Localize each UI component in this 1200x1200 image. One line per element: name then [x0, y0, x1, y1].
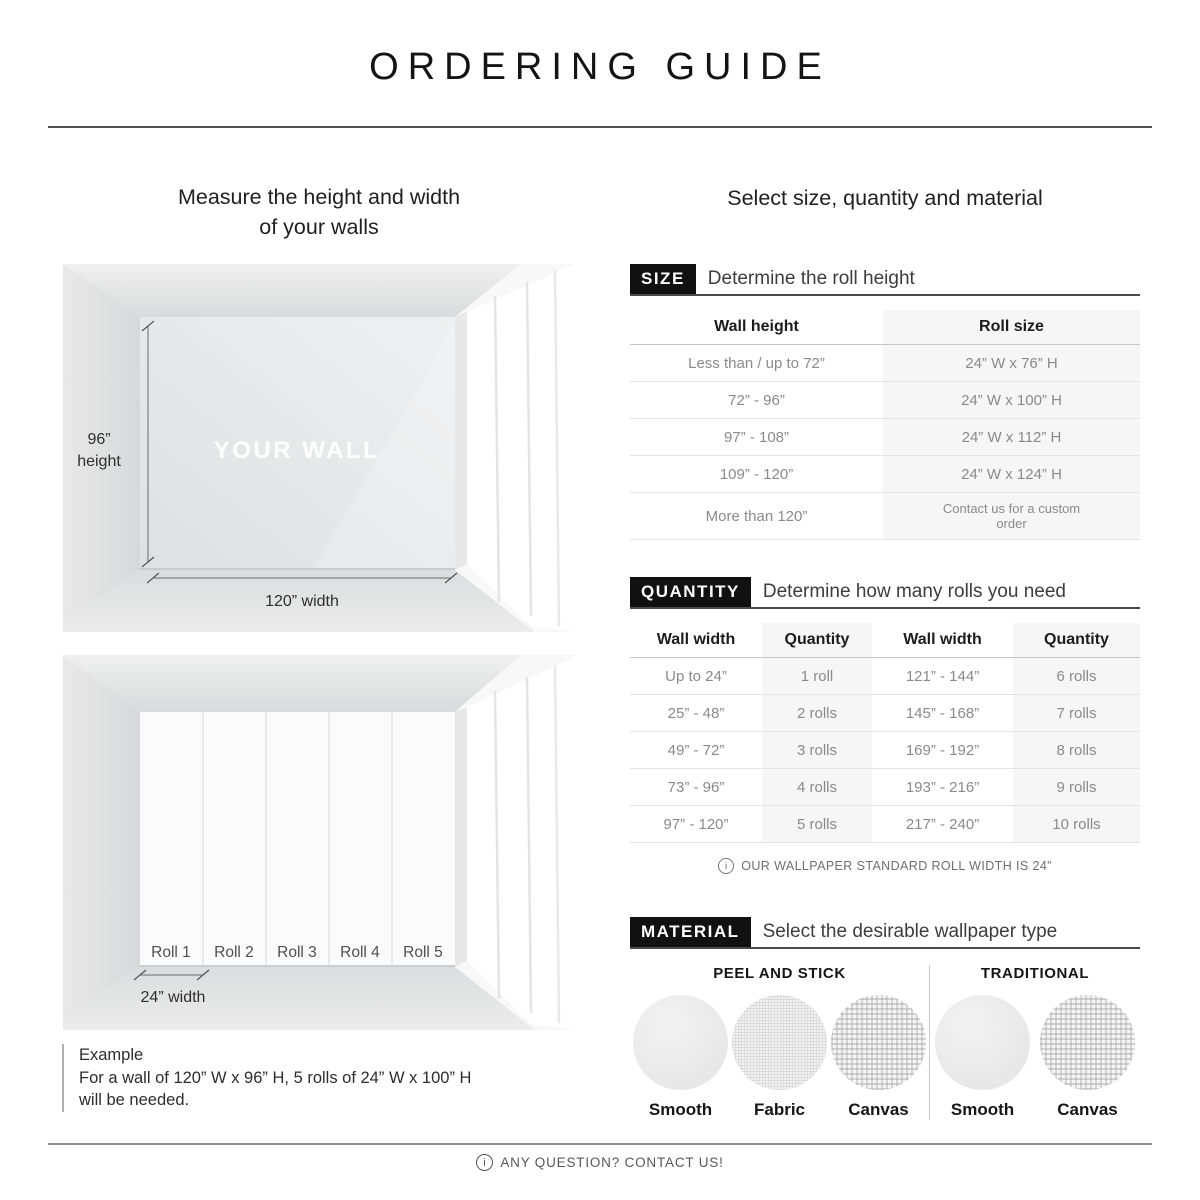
swatch-canvas	[1039, 995, 1136, 1120]
material-groups	[630, 965, 1140, 1120]
example-block	[62, 1044, 559, 1112]
quantity-cell: 6 rolls	[1013, 658, 1140, 695]
roll-panel-wall	[140, 712, 455, 967]
swatch-smooth	[934, 995, 1031, 1120]
select-heading: Select size, quantity and material	[727, 186, 1043, 210]
swatch-label: Smooth	[950, 1100, 1015, 1119]
measure-heading-line1: Measure the height and width	[177, 185, 461, 209]
footer-divider	[48, 1143, 1152, 1145]
size-table	[630, 310, 1140, 540]
material-section-header	[630, 917, 1140, 949]
roll-label-3: Roll 3	[277, 944, 317, 961]
quantity-section-header	[630, 577, 1140, 609]
size-cell: More than 120”	[630, 493, 883, 540]
size-cell: Less than / up to 72”	[630, 345, 883, 382]
material-group-name: PEEL AND STICK	[713, 965, 846, 982]
canvas-texture-circle	[831, 995, 926, 1090]
example-line1: For a wall of 120” W x 96” H, 5 rolls of 24” W x 100” H	[79, 1068, 472, 1087]
size-col-header: Roll size	[883, 310, 1140, 345]
measure-heading	[63, 182, 575, 242]
swatch-label: Canvas	[848, 1100, 909, 1119]
room-illustration-rolls	[63, 655, 575, 1030]
smooth-texture-circle	[935, 995, 1030, 1090]
window-jamb	[455, 707, 467, 967]
swatch-fabric	[731, 995, 828, 1120]
roll-width-label: 24” width	[140, 989, 206, 1006]
example-title: Example	[79, 1046, 144, 1064]
ceiling	[63, 264, 521, 317]
roll-label-5: Roll 5	[403, 944, 443, 961]
size-cell: 97” - 108”	[630, 419, 883, 456]
size-badge: SIZE	[630, 264, 696, 294]
material-badge: MATERIAL	[630, 917, 751, 947]
canvas-texture-circle	[1040, 995, 1135, 1090]
quantity-cell: 145” - 168”	[872, 695, 1013, 732]
quantity-subtitle: Determine how many rolls you need	[762, 581, 1066, 602]
quantity-cell: 49” - 72”	[630, 732, 762, 769]
swatch-row	[930, 995, 1140, 1120]
roll-width-note	[630, 858, 1140, 874]
size-cell: 24” W x 124” H	[883, 456, 1140, 493]
footer	[0, 1154, 1200, 1171]
size-cell: 24” W x 76” H	[883, 345, 1140, 382]
info-icon: i	[476, 1154, 493, 1171]
size-cell: 109” - 120”	[630, 456, 883, 493]
page-title: ORDERING GUIDE	[369, 46, 831, 88]
floor	[63, 967, 535, 1030]
quantity-cell: 8 rolls	[1013, 732, 1140, 769]
height-word-label: height	[77, 453, 121, 470]
material-group-peel-and-stick	[630, 965, 929, 1120]
width-label: 120” width	[265, 593, 339, 610]
quantity-cell: 121” - 144”	[872, 658, 1013, 695]
quantity-col-header: Quantity	[762, 623, 872, 658]
swatch-row	[630, 995, 929, 1120]
quantity-cell: 193” - 216”	[872, 769, 1013, 806]
size-section	[630, 264, 1140, 540]
quantity-cell: 169” - 192”	[872, 732, 1013, 769]
material-group-traditional	[930, 965, 1140, 1120]
ceiling	[63, 655, 521, 712]
swatch-smooth	[632, 995, 729, 1120]
size-cell: Contact us for a custom order	[883, 493, 1140, 540]
baseboard-shadow	[140, 965, 455, 967]
top-divider	[48, 126, 1152, 128]
quantity-badge: QUANTITY	[630, 577, 751, 607]
size-col-header: Wall height	[630, 310, 883, 345]
material-subtitle: Select the desirable wallpaper type	[762, 921, 1058, 942]
size-cell: 24” W x 100” H	[883, 382, 1140, 419]
room-illustration-measure	[63, 264, 575, 632]
quantity-cell: 7 rolls	[1013, 695, 1140, 732]
swatch-label: Fabric	[753, 1100, 806, 1119]
quantity-cell: 3 rolls	[762, 732, 872, 769]
measure-heading-line2: of your walls	[259, 215, 379, 239]
quantity-cell: 10 rolls	[1013, 806, 1140, 843]
swatch-label: Canvas	[1057, 1100, 1118, 1119]
fabric-texture-circle	[732, 995, 827, 1090]
roll-label-4: Roll 4	[340, 944, 380, 961]
quantity-cell: 73” - 96”	[630, 769, 762, 806]
footer-note: ANY QUESTION? CONTACT US!	[500, 1155, 724, 1170]
quantity-col-header: Wall width	[630, 623, 762, 658]
roll-width-note-text: OUR WALLPAPER STANDARD ROLL WIDTH IS 24”	[741, 859, 1052, 873]
size-subtitle: Determine the roll height	[707, 268, 915, 289]
quantity-cell: 1 roll	[762, 658, 872, 695]
quantity-cell: 25” - 48”	[630, 695, 762, 732]
left-wall	[63, 655, 140, 1017]
quantity-cell: 97” - 120”	[630, 806, 762, 843]
roll-label-2: Roll 2	[214, 944, 254, 961]
quantity-cell: Up to 24”	[630, 658, 762, 695]
height-value-label: 96”	[87, 431, 111, 448]
material-section	[630, 917, 1140, 1120]
size-section-header	[630, 264, 1140, 296]
quantity-col-header: Quantity	[1013, 623, 1140, 658]
material-group-name: TRADITIONAL	[980, 965, 1090, 982]
quantity-col-header: Wall width	[872, 623, 1013, 658]
quantity-cell: 2 rolls	[762, 695, 872, 732]
example-line2: will be needed.	[79, 1091, 190, 1109]
swatch-label: Smooth	[648, 1100, 713, 1119]
quantity-cell: 4 rolls	[762, 769, 872, 806]
quantity-section	[630, 577, 1140, 874]
roll-label-1: Roll 1	[151, 944, 191, 961]
quantity-cell: 217” - 240”	[872, 806, 1013, 843]
baseboard-shadow	[140, 568, 455, 570]
swatch-canvas	[830, 995, 927, 1120]
size-cell: 24” W x 112” H	[883, 419, 1140, 456]
quantity-table	[630, 623, 1140, 843]
quantity-cell: 9 rolls	[1013, 769, 1140, 806]
your-wall-label: YOUR WALL	[213, 437, 381, 464]
smooth-texture-circle	[633, 995, 728, 1090]
info-icon: i	[718, 858, 734, 874]
size-cell: 72” - 96”	[630, 382, 883, 419]
window-jamb	[455, 312, 467, 570]
quantity-cell: 5 rolls	[762, 806, 872, 843]
